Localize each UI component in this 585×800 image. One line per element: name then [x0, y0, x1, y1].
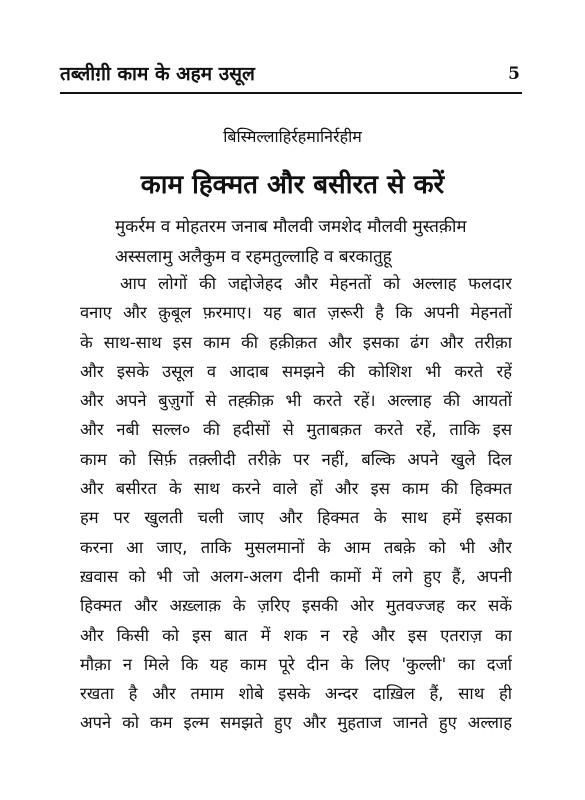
paragraph-line: हिक्मत और अख़्लाक़ के ज़रिए इसकी ओर मुतवज्जह कर सकें: [80, 596, 512, 616]
header-rule: [60, 92, 522, 94]
paragraph-line: और इसके उसूल व आदाब समझने की कोशिश भी करते रहें: [80, 361, 512, 381]
paragraph-line: के साथ-साथ इस काम की हक़ीक़त और इसका ढंग और तरीक़ा: [80, 332, 512, 352]
salutation-line: मुकर्रम व मोहतरम जनाब मौलवी जमशेद मौलवी मुस्तक़ीम: [115, 217, 467, 237]
chapter-title: काम हिक्मत और बसीरत से करें: [140, 170, 445, 200]
paragraph-line: मौक़ा न मिले कि यह काम पूरे दीन के लिए 'कुल्ली' का दर्जा: [80, 654, 512, 674]
paragraph-line: आप लोगों की जद्दोजेहद और मेहनतों को अल्लाह फलदार: [120, 274, 512, 293]
paragraph-line: ख़वास को भी जो अलग-अलग दीनी कामों में लगे हुए हैं, अपनी: [80, 566, 512, 586]
bismillah-line: बिस्मिल्लाहिर्रहमानिर्रहीम: [223, 127, 362, 146]
paragraph-line: और बसीरत के साथ करने वाले हों और इस काम की हिक्मत: [80, 479, 512, 499]
paragraph-line: और किसी को इस बात में शक न रहे और इस एतराज़ का: [80, 625, 512, 645]
paragraph-line: हम पर खुलती चली जाए और हिक्मत के साथ हमें इसका: [80, 508, 512, 528]
paragraph-line: और अपने बुज़ुर्गो से तह्क़ीक़ भी करते रहें। अल्लाह की आयतों: [80, 391, 512, 411]
running-head: तब्लीग़ी काम के अहम उसूल: [60, 63, 255, 85]
greetings-block: [115, 212, 535, 272]
paragraph-line: काम को सिर्फ़ तक़्लीदी तरीक़े पर नहीं, बल्कि अपने खुले दिल: [80, 449, 512, 469]
salam-line: अस्सलामु अलैकुम व रहमतुल्लाहि व बरकातुहू: [115, 247, 392, 267]
paragraph-line: वनाए और क़ुबूल फ़रमाए। यह बात ज़रूरी है कि अपनी मेहनतों: [80, 303, 512, 323]
page-number: 5: [508, 64, 520, 84]
paragraph-line: करना आ जाए, ताकि मुसलमानों के आम तबक़े को भी और: [80, 537, 512, 557]
paragraph-line: रखता है और तमाम शोबे इसके अन्दर दाख़िल हैं, साथ ही: [80, 684, 512, 704]
paragraph-line: और नबी सल्ल० की हदीसों से मुताबक़त करते रहें, ताकि इस: [80, 420, 512, 440]
body-paragraph: [80, 269, 512, 738]
paragraph-line: अपने को कम इल्म समझते हुए और मुहताज जानते हुए अल्लाह: [80, 713, 512, 733]
page-header: [60, 62, 520, 90]
